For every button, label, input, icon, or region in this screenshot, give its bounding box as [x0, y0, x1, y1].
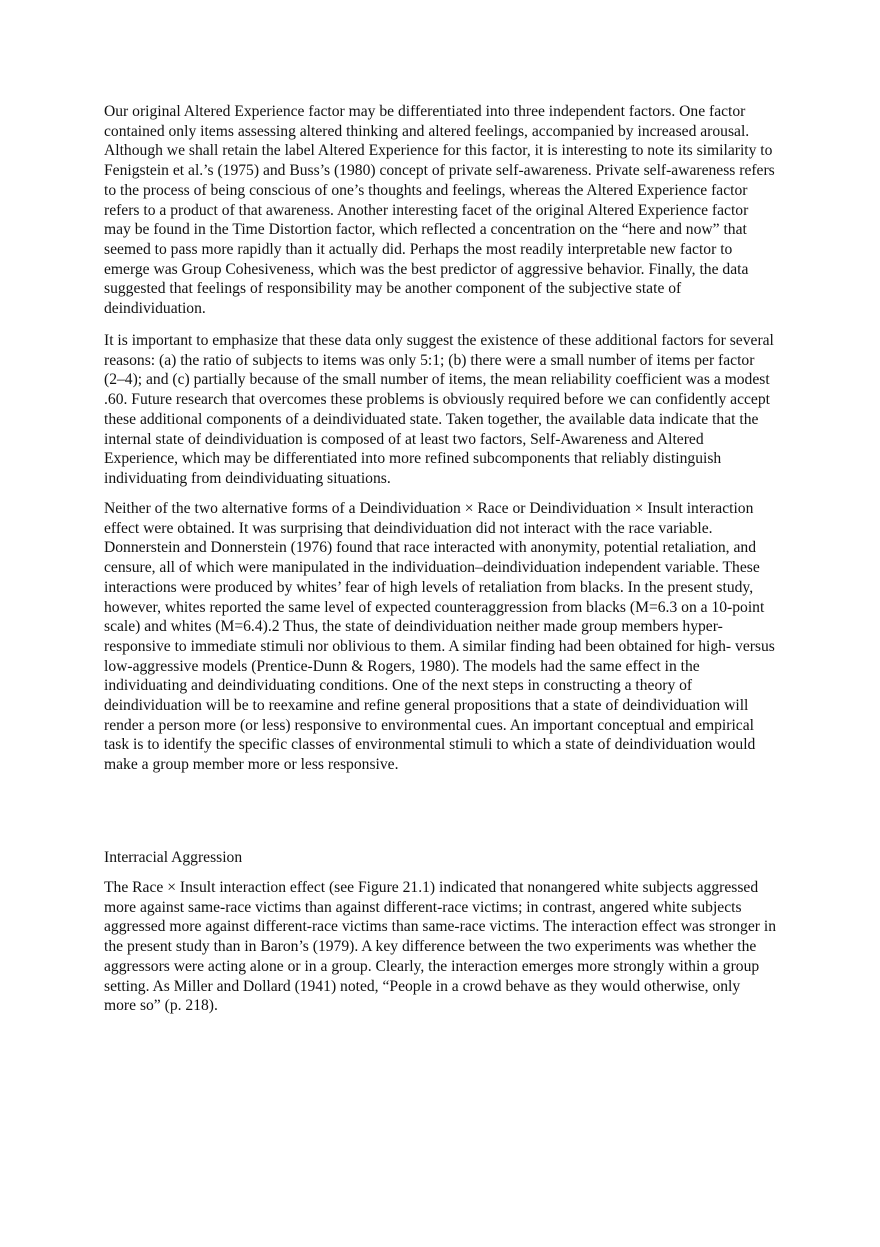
paragraph-altered-experience: Our original Altered Experience factor may be differentiated into three independent factors. One factor contained only items assessing altered thinking and altered feelings, accompanied by increased arousal. Although we shall retain the label Altered Experience for this factor, it is interesting to note its similarity to Fenigstein et al.’s (1975) and Buss’s (1980) concept of private self-awareness. Private self-awareness refers to the process of being conscious of one’s thoughts and feelings, whereas the Altered Experience factor refers to a product of that awareness. Another interesting facet of the original Altered Experience factor may be found in the Time Distortion factor, which reflected a concentration on the “here and now” that seemed to pass more rapidly than it actually did. Perhaps the most readily interpretable new factor to emerge was Group Cohesiveness, which was the best predictor of aggressive behavior. Finally, the data suggested that feelings of responsibility may be another component of the subjective state of deindividuation. [104, 103, 775, 318]
paragraph-additional-factors: It is important to emphasize that these data only suggest the existence of these additional factors for several reasons: (a) the ratio of subjects to items was only 5:1; (b) there were a small number of items per factor (2–4); and (c) partially because of the small number of items, the mean reliability coefficient was a modest .60. Future research that overcomes these problems is obviously required before we can confidently accept these additional components of a deindividuated state. Taken together, the available data indicate that the internal state of deindividuation is composed of at least two factors, Self-Awareness and Altered Experience, which may be differentiated into more refined subcomponents that reliably distinguish individuating from deindividuating situations. [104, 332, 774, 487]
section-heading: Interracial Aggression [104, 849, 243, 866]
paragraph-interaction-effects: Neither of the two alternative forms of a Deindividuation × Race or Deindividuation × Insult interaction effect were obtained. It was surprising that deindividuation did not interact with the race variable. Donnerstein and Donnerstein (1976) found that race interacted with anonymity, potential retaliation, and censure, all of which were manipulated in the individuation–deindividuation independent variable. These interactions were produced by whites’ fear of high levels of retaliation from blacks. In the present study, however, whites reported the same level of expected counteraggression from blacks (M=6.3 on a 10-point scale) and whites (M=6.4).2 Thus, the state of deindividuation neither made group members hyper-responsive to immediate stimuli nor oblivious to them. A similar finding had been obtained for high- versus low-aggressive models (Prentice-Dunn & Rogers, 1980). The models had the same effect in the individuating and deindividuating conditions. One of the next steps in constructing a theory of deindividuation will be to reexamine and refine general propositions that a state of deindividuation will render a person more (or less) responsive to environmental cues. An important conceptual and empirical task is to identify the specific classes of environmental stimuli to which a state of deindividuation would make a group member more or less responsive. [104, 500, 775, 774]
paragraph-interracial-aggression: The Race × Insult interaction effect (see Figure 21.1) indicated that nonangered white subjects aggressed more against same-race victims than against different-race victims; in contrast, angered white subjects aggressed more against different-race victims than same-race victims. The interaction effect was stronger in the present study than in Baron’s (1979). A key difference between the two experiments was whether the aggressors were acting alone or in a group. Clearly, the interaction emerges more strongly within a group setting. As Miller and Dollard (1941) noted, “People in a crowd behave as they would otherwise, only more so” (p. 218). [104, 879, 777, 1015]
